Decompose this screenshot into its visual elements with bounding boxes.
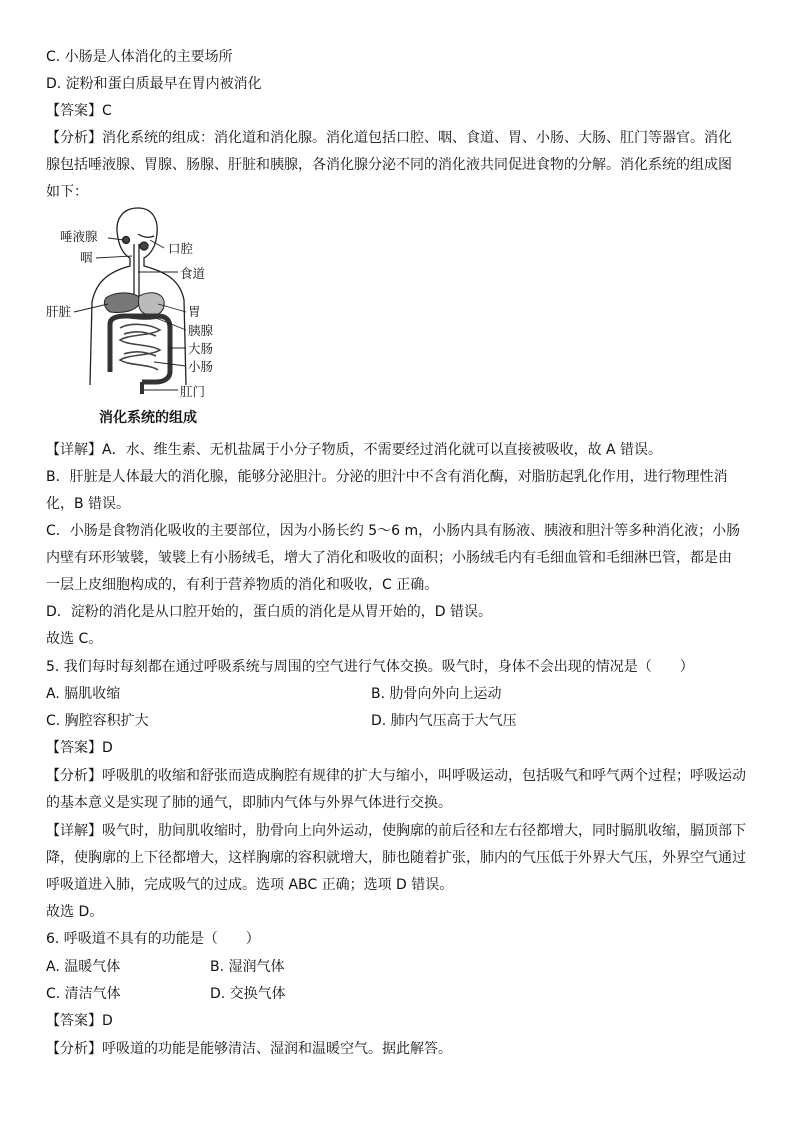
digestive-system-illustration	[46, 200, 236, 400]
q5-answer: 【答案】D	[46, 740, 113, 756]
q6-option-c: C. 清洁气体	[46, 986, 121, 1002]
q4-detail-line-6: 一层上皮细胞构成的，有利于营养物质的消化和吸收，C 正确。	[46, 577, 439, 593]
label-liver: 肝脏	[46, 304, 72, 319]
label-large-intestine: 大肠	[188, 341, 214, 356]
q4-analysis-line-3: 如下：	[46, 184, 88, 200]
label-small-intestine: 小肠	[188, 359, 214, 374]
q5-option-c: C. 胸腔容积扩大	[46, 713, 149, 729]
q4-detail-line-5: 内壁有环形皱襞，皱襞上有小肠绒毛，增大了消化和吸收的面积；小肠绒毛内有毛细血管和毛细淋巴管，都是由	[46, 550, 732, 566]
q5-analysis-line-1: 【分析】呼吸肌的收缩和舒张而造成胸腔有规律的扩大与缩小，叫呼吸运动，包括吸气和呼气两个过程；呼吸运动	[46, 768, 746, 784]
q6-answer: 【答案】D	[46, 1013, 113, 1029]
q6-option-b: B. 湿润气体	[210, 959, 285, 975]
label-anus: 肛门	[180, 384, 206, 399]
q5-option-d: D. 肺内气压高于大气压	[371, 713, 517, 729]
q4-detail-line-4: C．小肠是食物消化吸收的主要部位，因为小肠长约 5～6 m，小肠内具有肠液、胰液和胆汁等多种消化液；小肠	[46, 523, 741, 539]
q5-detail-line-2: 降，使胸廓的上下径都增大，这样胸廓的容积就增大，肺也随着扩张，肺内的气压低于外界大气压，外界空气通过	[46, 850, 746, 866]
label-mouth: 口腔	[168, 241, 194, 256]
q4-detail-line-2: B．肝脏是人体最大的消化腺，能够分泌胆汁。分泌的胆汁中不含有消化酶，对脂肪起乳化作用，进行物理性消	[46, 469, 728, 485]
q5-analysis-line-2: 的基本意义是实现了肺的通气，即肺内气体与外界气体进行交换。	[46, 795, 452, 811]
label-stomach: 胃	[188, 304, 201, 319]
q6-analysis: 【分析】呼吸道的功能是能够清洁、湿润和温暖空气。据此解答。	[46, 1041, 452, 1057]
q5-stem: 5. 我们每时每刻都在通过呼吸系统与周围的空气进行气体交换。吸气时，身体不会出现的情况是（ ）	[46, 659, 694, 675]
q4-analysis-line-2: 腺包括唾液腺、胃腺、肠腺、肝脏和胰腺，各消化腺分泌不同的消化液共同促进食物的分解。消化系统的组成图	[46, 157, 732, 173]
q4-answer: 【答案】C	[46, 103, 112, 119]
q6-option-d: D. 交换气体	[210, 986, 286, 1002]
q4-detail-line-3: 化，B 错误。	[46, 496, 131, 512]
q5-option-a: A. 膈肌收缩	[46, 686, 121, 702]
q5-conclusion: 故选 D。	[46, 904, 104, 920]
q5-detail-line-3: 呼吸道进入肺，完成吸气的过成。选项 ABC 正确；选项 D 错误。	[46, 877, 454, 893]
q4-option-d: D. 淀粉和蛋白质最早在胃内被消化	[46, 76, 262, 92]
label-pancreas: 胰腺	[188, 323, 214, 338]
q5-detail-line-1: 【详解】吸气时，肋间肌收缩时，肋骨向上向外运动，使胸廓的前后径和左右径都增大，同时膈肌收缩，膈顶部下	[46, 823, 746, 839]
figure-caption: 消化系统的组成	[99, 410, 197, 426]
label-salivary-gland: 唾液腺	[60, 229, 98, 244]
q4-conclusion: 故选 C。	[46, 631, 103, 647]
label-pharynx: 咽	[80, 250, 93, 265]
q4-analysis-line-1: 【分析】消化系统的组成：消化道和消化腺。消化道包括口腔、咽、食道、胃、小肠、大肠、肛门等器官。消化	[46, 130, 732, 146]
q6-option-a: A. 温暖气体	[46, 959, 121, 975]
label-esophagus: 食道	[180, 266, 206, 281]
q5-option-b: B. 肋骨向外向上运动	[371, 686, 502, 702]
digestive-system-figure	[46, 200, 236, 400]
q4-option-c: C. 小肠是人体消化的主要场所	[46, 49, 233, 65]
q4-detail-line-7: D．淀粉的消化是从口腔开始的，蛋白质的消化是从胃开始的，D 错误。	[46, 604, 493, 620]
q6-stem: 6. 呼吸道不具有的功能是（ ）	[46, 931, 260, 947]
q4-detail-line-1: 【详解】A．水、维生素、无机盐属于小分子物质，不需要经过消化就可以直接被吸收，故 A 错误。	[46, 442, 663, 458]
